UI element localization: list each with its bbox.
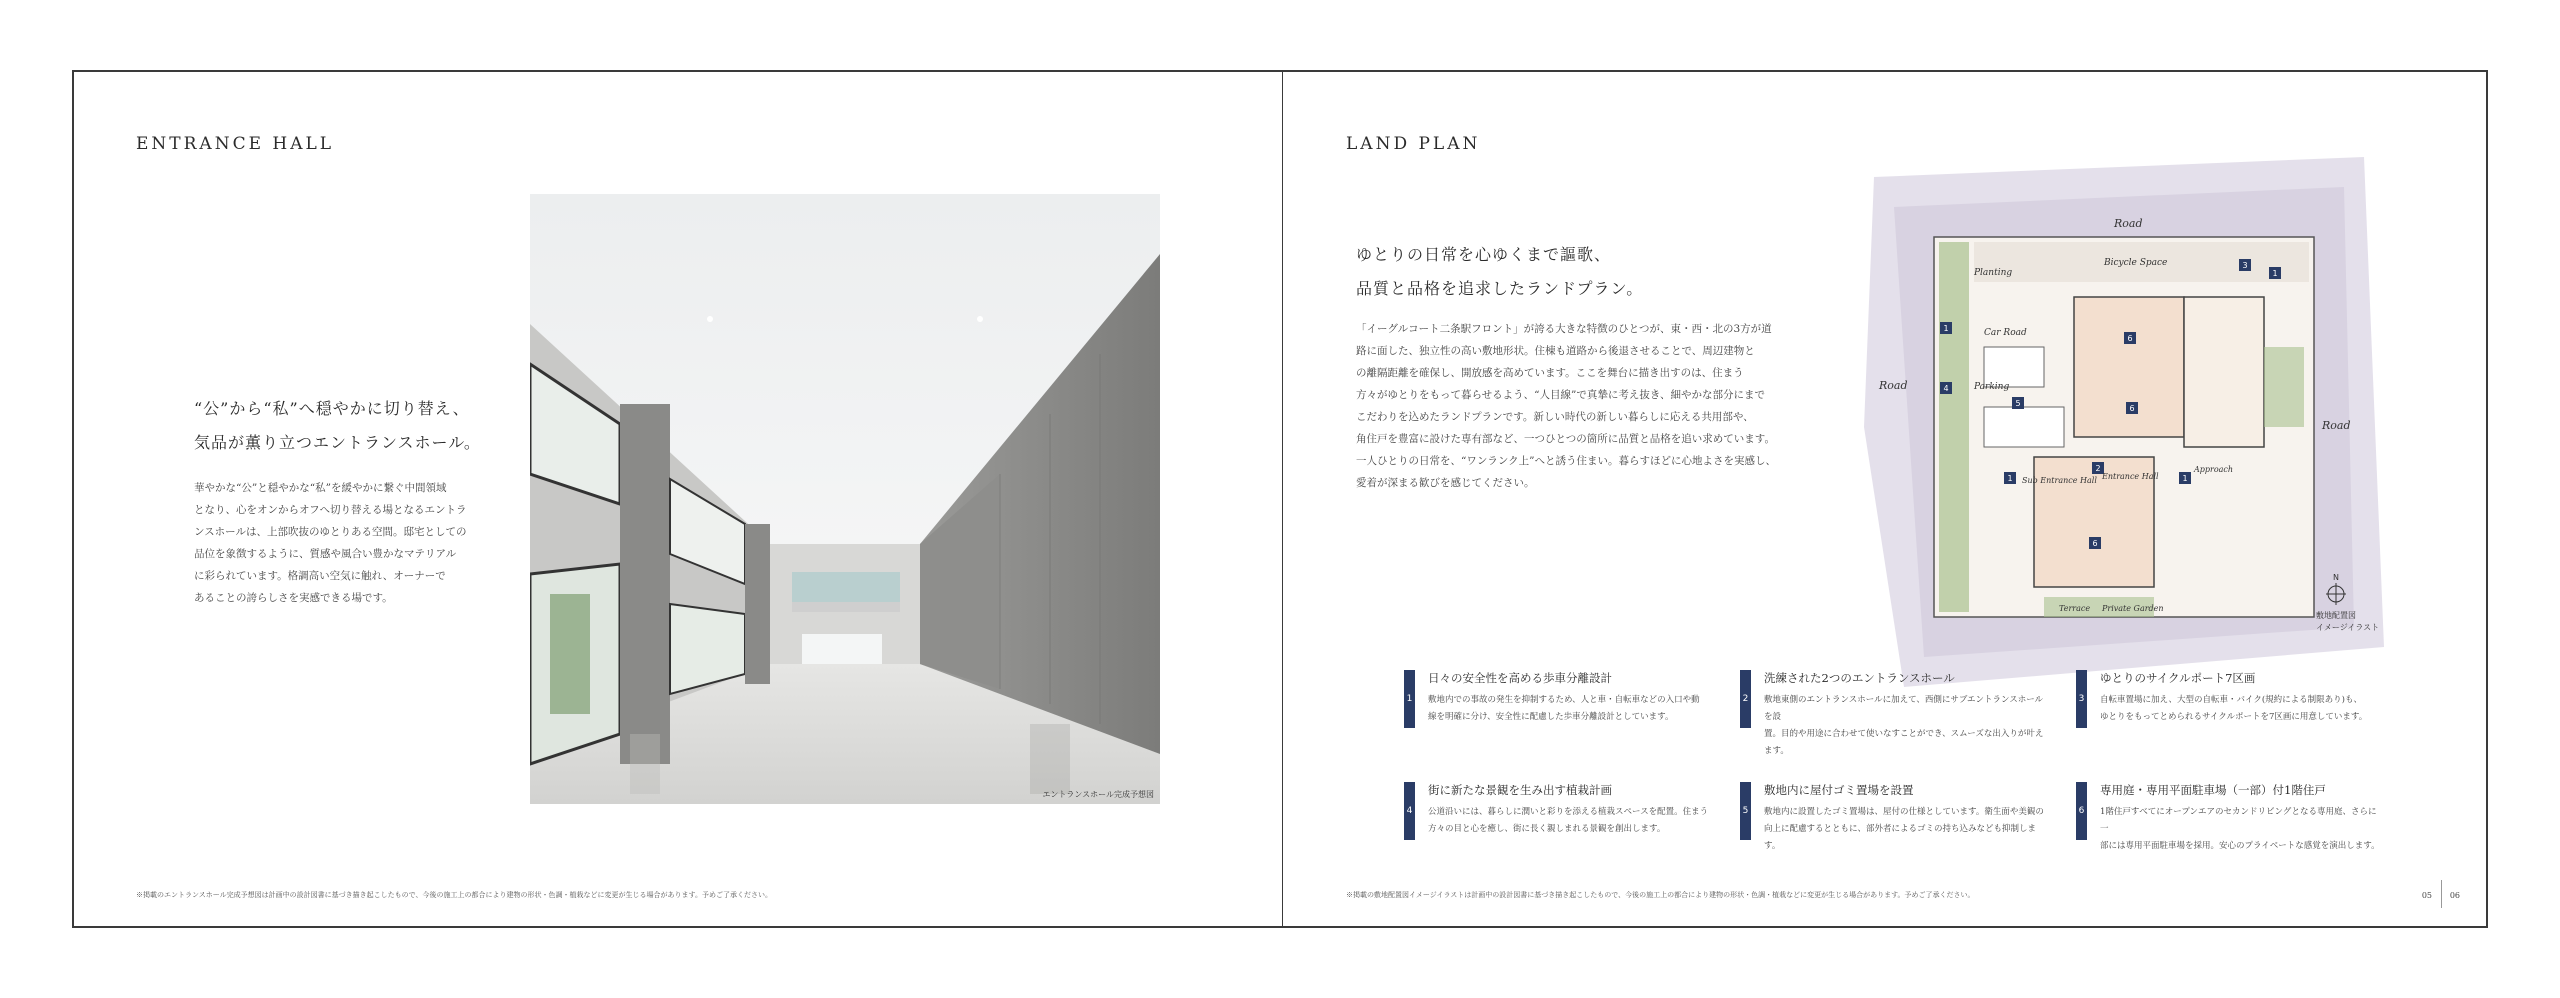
feature-title: ゆとりのサイクルポート7区画 (2100, 671, 2256, 685)
right-body-text (1356, 318, 1786, 494)
feature-desc (1428, 804, 1712, 838)
feature-desc-line: 公道沿いには、暮らしに潤いと彩りを添える植栽スペースを配置。住まう (1428, 807, 1709, 817)
body-line: こだわりを込めたランドプランです。新しい時代の新しい暮らしに応える共用部や、 (1356, 411, 1754, 423)
section-title-land-plan: LAND PLAN (1346, 134, 1481, 154)
headline-line: 気品が薫り立つエントランスホール。 (194, 433, 481, 452)
map-marker: 1 (1943, 324, 1949, 333)
feature-desc-line: 方々の目と心を癒し、街に長く親しまれる景観を創出します。 (1428, 824, 1666, 834)
feature-number-badge: 4 (1404, 782, 1415, 840)
body-line: 品位を象徴するように、質感や風合い豊かなマテリアル (194, 548, 457, 560)
feature-title: 洗練された2つのエントランスホール (1764, 671, 1955, 685)
feature-item (2076, 670, 2384, 760)
map-caption (2316, 610, 2379, 634)
map-marker: 1 (2272, 269, 2278, 278)
feature-desc (1764, 692, 2048, 760)
body-line: 方々がゆとりをもって暮らせるよう、“人目線”で真摯に考え抜き、細やかな部分にまで (1356, 389, 1765, 401)
feature-item (1740, 670, 2048, 760)
feature-item (2076, 782, 2384, 855)
feature-desc-line: 自転車置場に加え、大型の自転車・バイク(規約による制限あり)も、 (2100, 695, 2362, 705)
body-line: となり、心をオンからオフへ切り替える場となるエントラ (194, 504, 467, 516)
feature-desc-line: 線を明確に分け、安全性に配慮した歩車分離設計としています。 (1428, 712, 1674, 722)
left-headline (194, 392, 481, 460)
feature-desc (2100, 692, 2384, 726)
map-marker: 3 (2242, 261, 2248, 270)
feature-number-badge: 6 (2076, 782, 2087, 840)
body-line: ンスホールは、上部吹抜のゆとりある空間。邸宅としての (194, 526, 467, 538)
map-label-car-road: Car Road (1984, 328, 2027, 338)
map-label-parking: Parking (1974, 382, 2010, 392)
left-footnote: ※掲載のエントランスホール完成予想図は計画中の設計図書に基づき描き起こしたもので、今後の施工上の都合により建物の形状・色調・植栽などに変更が生じる場合があります。予めご了承ください。 (136, 891, 772, 899)
map-caption-line: イメージイラスト (2316, 623, 2380, 632)
map-marker: 1 (2182, 474, 2188, 483)
feature-number-badge: 3 (2076, 670, 2087, 728)
brochure-spread (72, 70, 2488, 928)
feature-item (1404, 782, 1712, 855)
body-line: の離隔距離を確保し、開放感を高めています。ここを舞台に描き出すのは、住まう (1356, 367, 1744, 379)
map-marker: 1 (2007, 474, 2013, 483)
body-line: に彩られています。格調高い空気に触れ、オーナーで (194, 570, 446, 582)
right-footnote: ※掲載の敷地配置図イメージイラストは計画中の設計図書に基づき描き起こしたもので、今後の施工上の都合により建物の形状・色調・植栽などに変更が生じる場合があります。予めご了承ください。 (1346, 891, 1975, 899)
map-label-road-top: Road (2114, 217, 2143, 230)
entrance-hall-rendering (530, 194, 1160, 804)
feature-desc-line: 1階住戸すべてにオープンエアのセカンドリビングとなる専用庭、さらに一 (2100, 807, 2377, 834)
feature-desc-line: 敷地内での事故の発生を抑制するため、人と車・自転車などの入口や動 (1428, 695, 1700, 705)
body-line: 愛着が深まる歓びを感じてください。 (1356, 477, 1535, 489)
feature-desc-line: 置。目的や用途に合わせて使いなすことができ、スムーズな出入りが叶えます。 (1764, 729, 2044, 756)
left-body-text (194, 477, 474, 609)
section-title-entrance-hall: ENTRANCE HALL (136, 134, 335, 154)
headline-line: ゆとりの日常を心ゆくまで謳歌、 (1356, 245, 1612, 264)
body-line: あることの誇らしさを実感できる場です。 (194, 592, 393, 604)
map-label-road-left: Road (1879, 379, 1908, 392)
map-marker: 6 (2092, 539, 2098, 548)
feature-number-badge: 5 (1740, 782, 1751, 840)
map-caption-line: 敷地配置図 (2316, 611, 2356, 620)
map-label-bicycle-space: Bicycle Space (2104, 258, 2168, 268)
page-number-right: 06 (2449, 891, 2460, 900)
feature-number-badge: 2 (1740, 670, 1751, 728)
feature-desc (2100, 804, 2384, 855)
map-label-approach: Approach (2194, 465, 2234, 474)
map-label-private-garden: Private Garden (2102, 604, 2164, 613)
feature-list (1404, 670, 2384, 855)
feature-desc-line: 部には専用平面駐車場を採用。安心のプライベートな感覚を演出します。 (2100, 841, 2380, 851)
headline-line: “公”から“私”へ穏やかに切り替え、 (194, 399, 470, 418)
right-headline (1356, 238, 1643, 306)
map-label-road-right: Road (2322, 419, 2351, 432)
body-line: 角住戸を豊富に設けた専有部など、一つひとつの箇所に品質と品格を追い求めています。 (1356, 433, 1775, 445)
map-label-sub-entrance-hall: Sub Entrance Hall (2022, 476, 2097, 485)
body-line: 「イーグルコート二条駅フロント」が誇る大きな特徴のひとつが、東・西・北の3方が道 (1356, 323, 1772, 335)
feature-title: 専用庭・専用平面駐車場（一部）付1階住戸 (2100, 783, 2326, 797)
map-label-entrance-hall: Entrance Hall (2102, 472, 2159, 481)
map-marker: 2 (2095, 464, 2101, 473)
feature-desc-line: ゆとりをもってとめられるサイクルポートを7区画に用意しています。 (2100, 712, 2368, 722)
page-number-divider (2441, 880, 2442, 908)
feature-title: 敷地内に屋付ゴミ置場を設置 (1764, 783, 1914, 797)
feature-desc-line: 向上に配慮するとともに、部外者によるゴミの持ち込みなども抑制します。 (1764, 824, 2037, 851)
left-page (74, 72, 1282, 926)
feature-desc (1764, 804, 2048, 855)
feature-item (1404, 670, 1712, 760)
feature-desc-line: 敷地東側のエントランスホールに加えて、西側にサブエントランスホールを設 (1764, 695, 2044, 722)
right-page (1284, 72, 2490, 926)
map-label-planting: Planting (1974, 268, 2013, 278)
feature-desc-line: 敷地内に設置したゴミ置場は、屋付の仕様としています。衛生面や美観の (1764, 807, 2044, 817)
photo-caption: エントランスホール完成予想図 (1042, 790, 1154, 799)
north-compass-icon (2324, 572, 2348, 610)
spine-divider (1282, 72, 1283, 926)
page-number-left: 05 (2421, 891, 2432, 900)
feature-number-badge: 1 (1404, 670, 1415, 728)
body-line: 一人ひとりの日常を、“ワンランク上”へと誘う住まい。暮らすほどに心地よさを実感し、 (1356, 455, 1777, 467)
map-label-terrace: Terrace (2059, 604, 2091, 613)
feature-desc (1428, 692, 1712, 726)
compass-label: N (2333, 573, 2339, 582)
body-line: 華やかな“公”と穏やかな“私”を緩やかに繋ぐ中間領域 (194, 482, 447, 494)
map-marker: 6 (2127, 334, 2133, 343)
feature-item (1740, 782, 2048, 855)
map-marker: 4 (1943, 384, 1949, 393)
map-marker: 5 (2015, 399, 2021, 408)
feature-title: 街に新たな景観を生み出す植栽計画 (1428, 783, 1612, 797)
headline-line: 品質と品格を追求したランドプラン。 (1356, 279, 1644, 298)
map-marker: 6 (2129, 404, 2135, 413)
feature-title: 日々の安全性を高める歩車分離設計 (1428, 671, 1612, 685)
body-line: 路に面した、独立性の高い敷地形状。住棟も道路から後退させることで、周辺建物と (1356, 345, 1755, 357)
